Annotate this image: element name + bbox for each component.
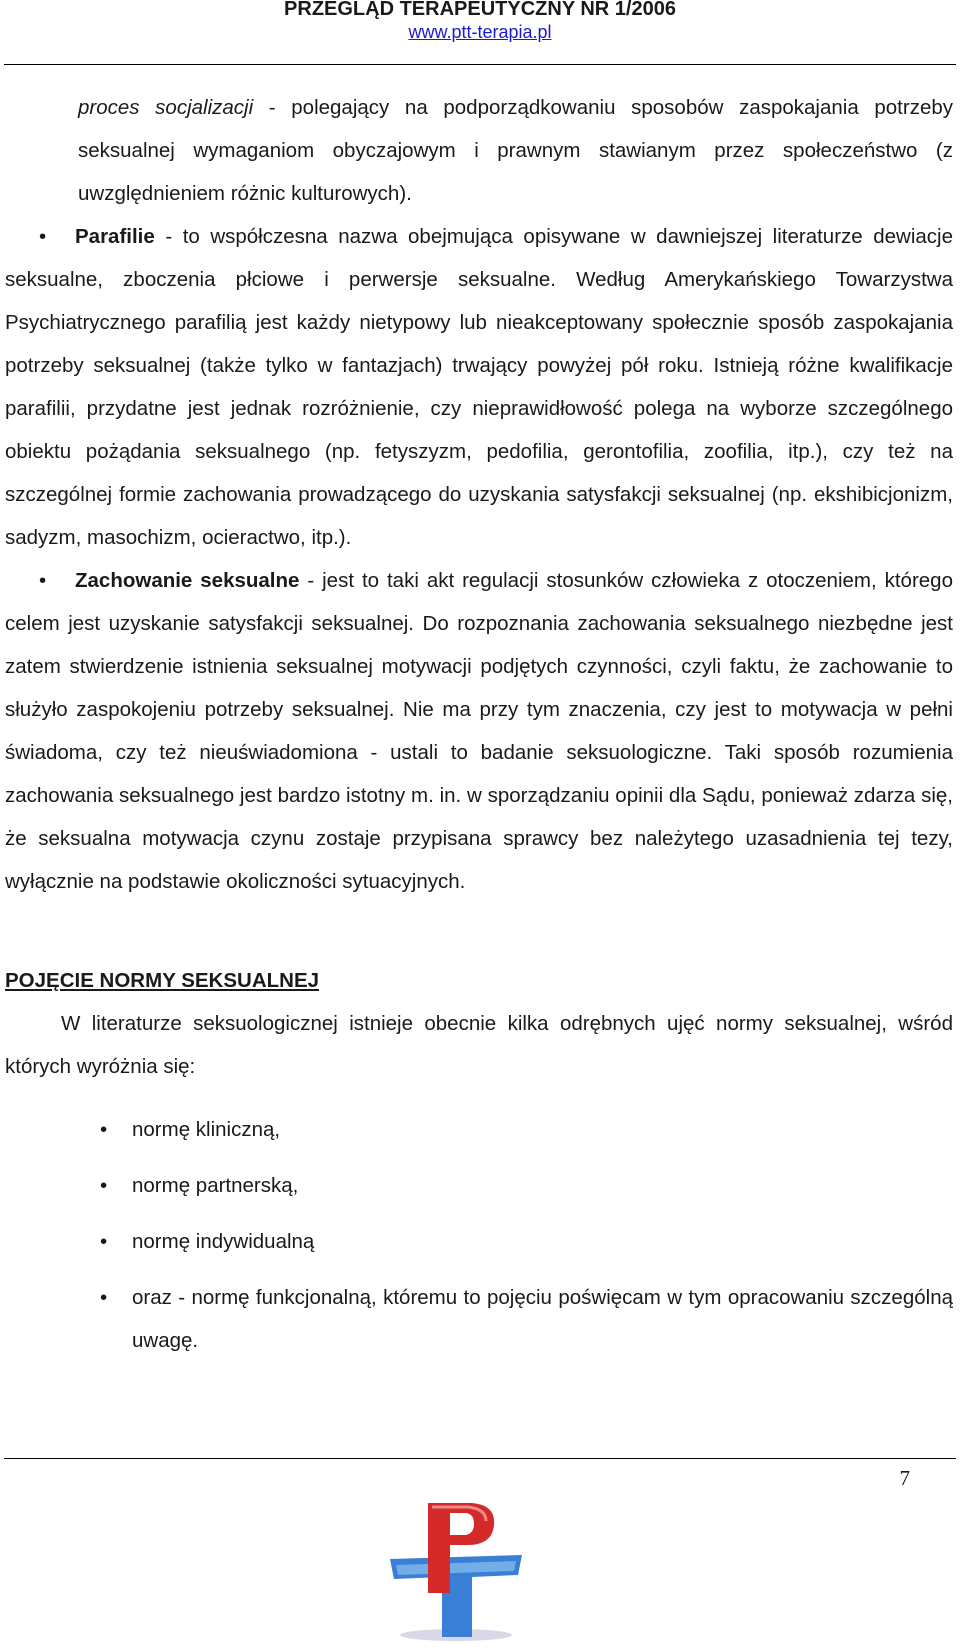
- bullet-icon: •: [100, 1230, 108, 1253]
- parafilie-term: Parafilie: [75, 225, 155, 248]
- journal-title: PRZEGLĄD TERAPEUTYCZNY NR 1/2006: [284, 0, 676, 20]
- list-item: [5, 1220, 953, 1263]
- norm-list: [5, 1108, 953, 1362]
- parafilie-paragraph: [5, 215, 953, 559]
- item-c-marker: [5, 86, 78, 129]
- ptt-logo: [388, 1497, 524, 1643]
- zachowanie-paragraph: [5, 559, 953, 903]
- section-intro: W literaturze seksuologicznej istnieje obecnie kilka odrębnych ujęć normy seksualnej, wśród których wyróżnia się:: [5, 1012, 953, 1078]
- document-body: [5, 86, 953, 1375]
- page-number: 7: [899, 1466, 910, 1490]
- footer-rule: [4, 1458, 956, 1459]
- bullet-icon: •: [100, 1286, 108, 1309]
- zachowanie-term: Zachowanie seksualne: [75, 569, 300, 592]
- parafilie-text: - to współczesna nazwa obejmująca opisywane w dawniejszej literaturze dewiacje seksualne, zboczenia płciowe i perwersje seksualne. Według Amerykańskiego Towarzystwa Psychiatrycznego parafilią jest każdy nietypowy lub nieakceptowany społecznie sposób zaspokajania potrzeby seksualnej (także tylko w fantazjach) trwający powyżej pół roku. Istnieją różne kwalifikacje parafilii, przydatne jest jednak rozróżnienie, czy nieprawidłowość polega na wyborze szczególnego obiektu pożądania seksualnego (np. fetyszyzm, pedofilia, gerontofilia, zoofilia, itp.), czy też na szczególnej formie zachowania prowadzącego do uzyskania satysfakcji seksualnej (np. ekshibicjonizm, sadyzm, masochizm, ocieractwo, itp.).: [5, 225, 953, 549]
- norm-label: normę partnerską,: [132, 1174, 299, 1197]
- zachowanie-text: - jest to taki akt regulacji stosunków człowieka z otoczeniem, którego celem jest uzyskanie satysfakcji seksualnej. Do rozpoznania zachowania seksualnego niezbędne jest zatem stwierdzenie istnienia seksualnej motywacji podjętych czynności, czyli faktu, że zachowanie to służyło zaspokojeniu potrzeby seksualnej. Nie ma przy tym znaczenia, czy jest to motywacja w pełni świadoma, czy też nieuświadomiona - ustali to badanie seksuologiczne. Taki sposób rozumienia zachowania seksualnego jest bardzo istotny m. in. w sporządzaniu opinii dla Sądu, ponieważ zdarza się, że seksualna motywacja czynu zostaje przypisana sprawcy bez należytego uzasadnienia tej tezy, wyłącznie na podstawie okoliczności sytuacyjnych.: [5, 569, 953, 893]
- list-item: [5, 1108, 953, 1151]
- list-item: [5, 1276, 953, 1362]
- norm-label: normę indywidualną: [132, 1230, 315, 1253]
- header-rule: [4, 64, 956, 65]
- item-c-paragraph: [5, 86, 953, 215]
- norm-label: oraz - normę funkcjonalną, któremu to pojęciu poświęcam w tym opracowaniu szczególną uwagę.: [132, 1286, 953, 1352]
- list-item: [5, 1164, 953, 1207]
- bullet-icon: •: [39, 569, 47, 592]
- item-c-text: - polegający na podporządkowaniu sposobów zaspokajania potrzeby seksualnej wymaganiom obyczajowym i prawnym stawianym przez społeczeństwo (z uwzględnieniem różnic kulturowych).: [78, 96, 954, 205]
- norm-label: normę kliniczną,: [132, 1118, 281, 1141]
- journal-url-link[interactable]: www.ptt-terapia.pl: [408, 22, 552, 42]
- bullet-icon: •: [100, 1118, 108, 1141]
- section-heading: POJĘCIE NORMY SEKSUALNEJ: [5, 969, 320, 992]
- bullet-icon: •: [39, 225, 47, 248]
- bullet-icon: •: [100, 1174, 108, 1197]
- item-c-term: proces socjalizacji: [78, 96, 254, 119]
